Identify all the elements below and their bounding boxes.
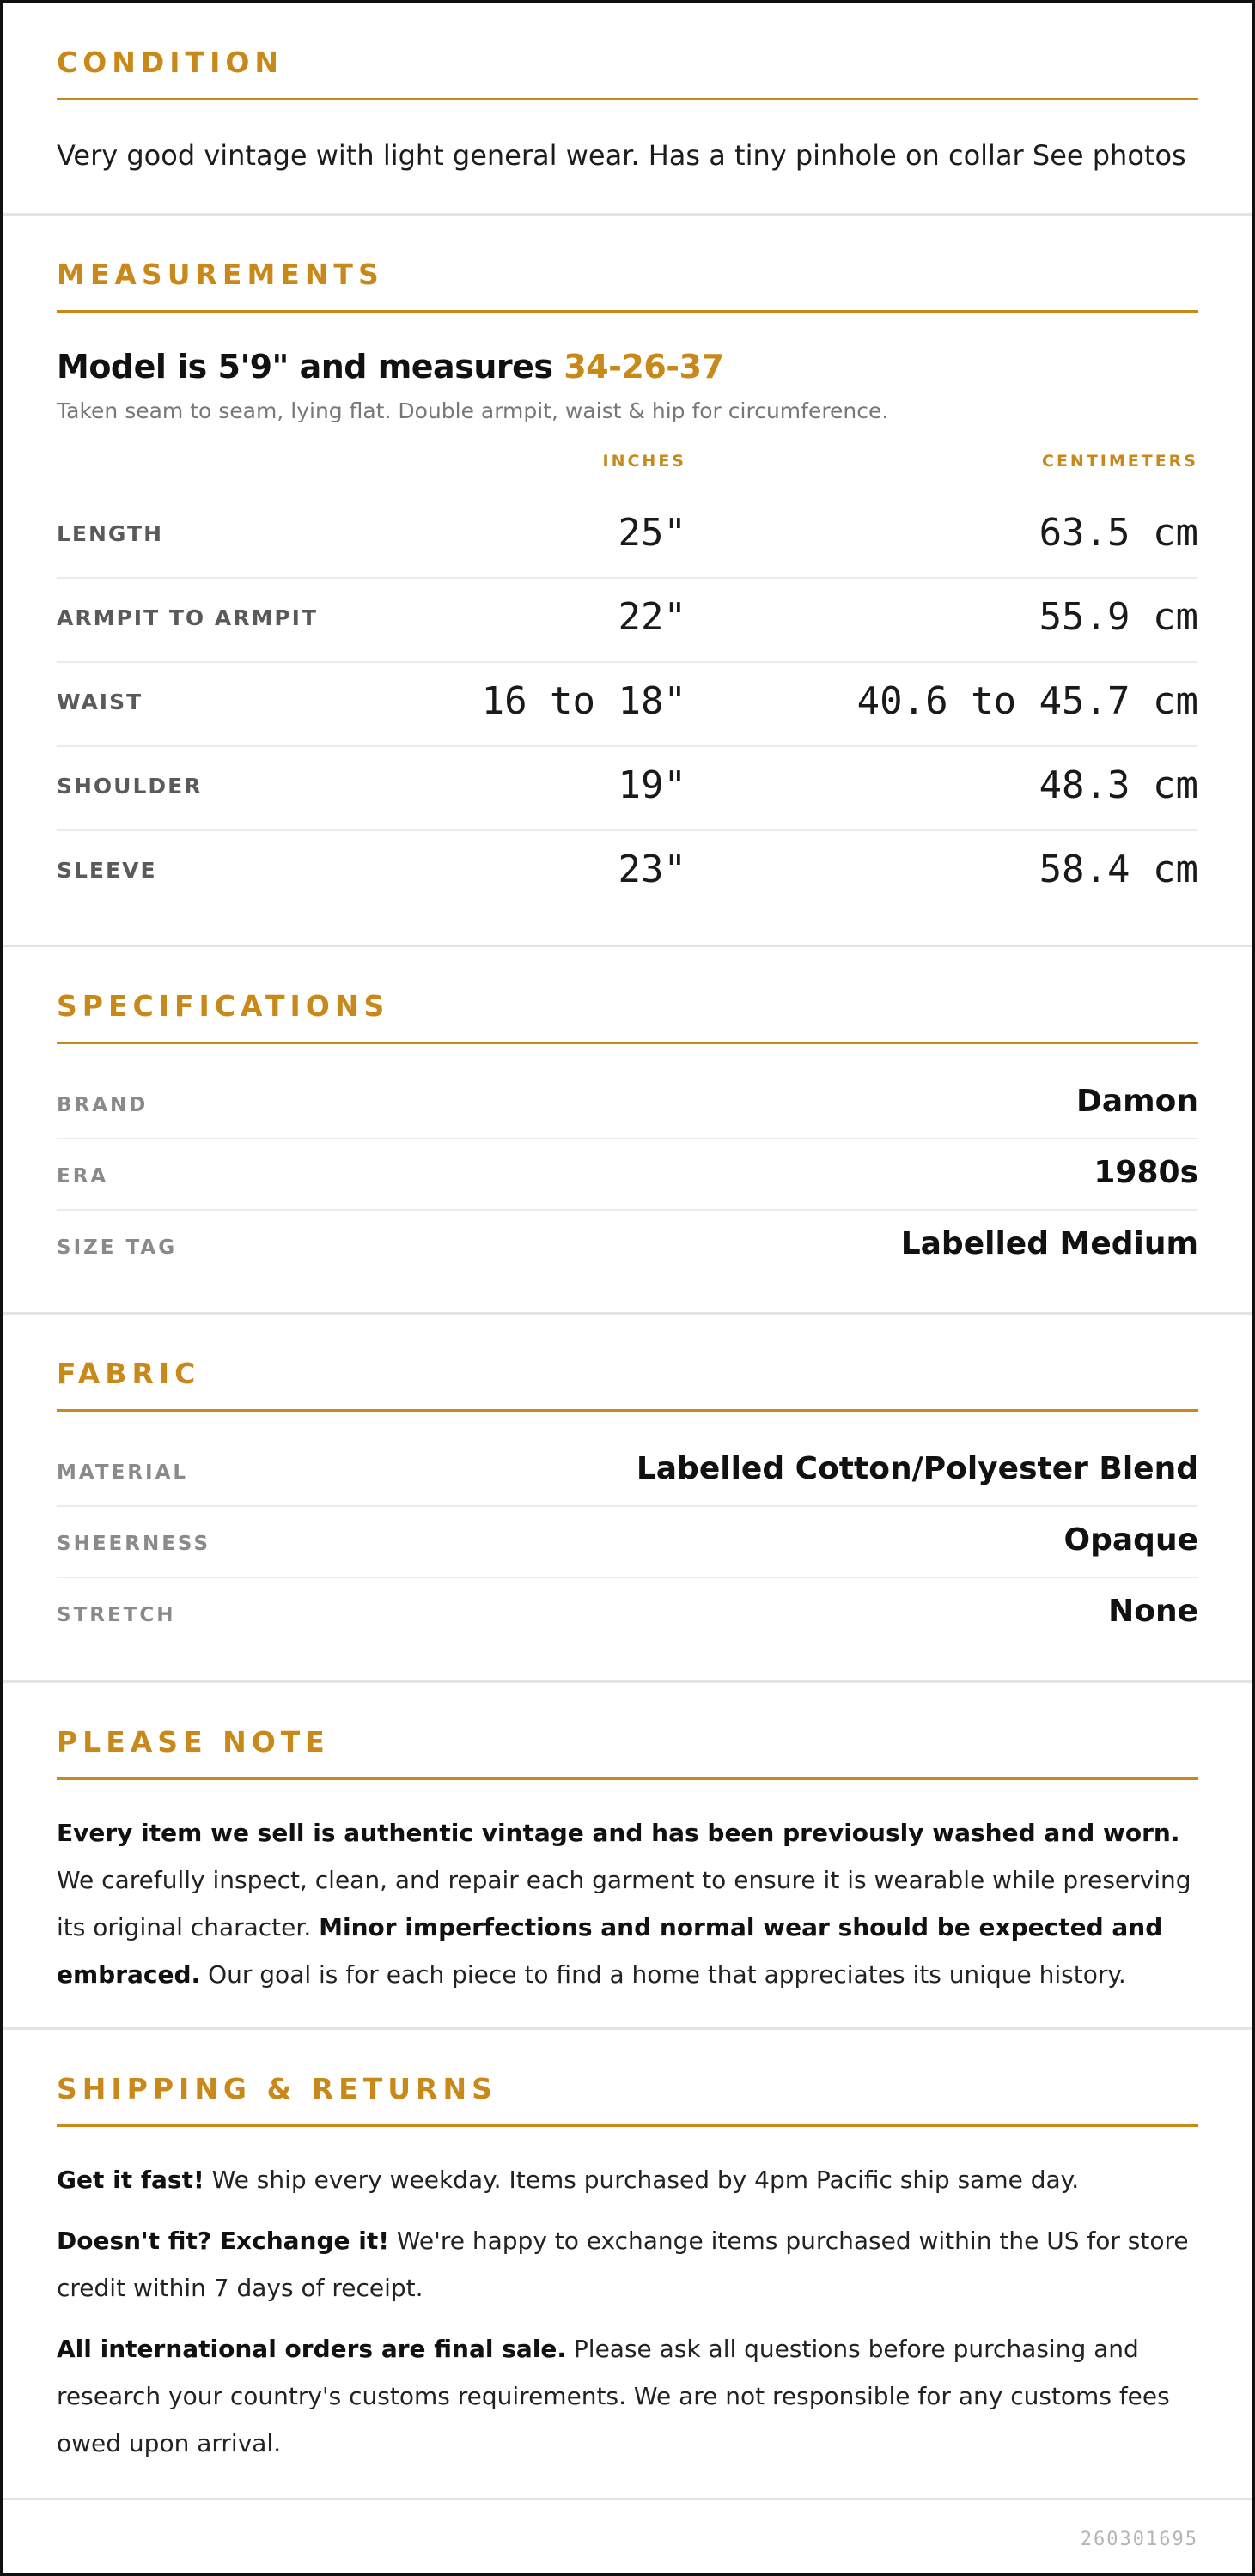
shipping-text: We're happy to exchange items purchased within the US for store credit within 7 days of receipt. (57, 2227, 1189, 2302)
fabric-list (57, 1436, 1198, 1648)
column-header-centimeters: CENTIMETERS (1042, 452, 1198, 471)
measurements-section (3, 216, 1252, 947)
measurement-inches: 22" (618, 595, 686, 639)
specifications-section (3, 947, 1252, 1315)
model-measures-value: 34-26-37 (564, 348, 724, 386)
measurement-inches: 23" (618, 848, 686, 891)
shipping-paragraph-fast (57, 2156, 1198, 2203)
spec-label: SIZE TAG (57, 1236, 178, 1259)
measurement-cm: 48.3 cm (1039, 763, 1198, 807)
column-header-inches: INCHES (602, 452, 686, 471)
section-title-specifications: SPECIFICATIONS (57, 993, 1198, 1044)
measurement-cm: 55.9 cm (1039, 595, 1198, 639)
measurement-row-armpit (57, 579, 1198, 663)
measurement-row-sleeve (57, 831, 1198, 914)
please-note-paragraph (57, 1809, 1198, 1998)
model-measures-prefix: Model is 5'9" and measures (57, 348, 564, 386)
section-title-condition: CONDITION (57, 50, 1198, 100)
fabric-section (3, 1315, 1252, 1683)
please-note-section (3, 1683, 1252, 2030)
shipping-bold: Doesn't fit? Exchange it! (57, 2227, 389, 2255)
shipping-bold: Get it fast! (57, 2166, 204, 2194)
measurement-label: WAIST (57, 690, 143, 714)
spec-row-size-tag (57, 1211, 1198, 1280)
section-title-measurements: MEASUREMENTS (57, 262, 1198, 313)
model-measures-line (57, 345, 1198, 388)
fabric-label: SHEERNESS (57, 1533, 211, 1555)
spec-label: BRAND (57, 1094, 149, 1116)
spec-row-brand (57, 1068, 1198, 1139)
fabric-row-stretch (57, 1578, 1198, 1648)
measurement-label: LENGTH (57, 521, 163, 546)
shipping-text: We ship every weekday. Items purchased by 4pm Pacific ship same day. (204, 2166, 1080, 2194)
measurement-cm: 40.6 to 45.7 cm (856, 679, 1198, 723)
product-code: 260301695 (1080, 2529, 1198, 2550)
measurement-inches: 19" (618, 763, 686, 807)
measurement-label: SLEEVE (57, 858, 157, 883)
shipping-bold: All international orders are final sale. (57, 2335, 567, 2363)
spec-value: 1980s (1094, 1155, 1198, 1190)
measurement-label: SHOULDER (57, 774, 203, 799)
section-title-fabric: FABRIC (57, 1361, 1198, 1412)
fabric-label: MATERIAL (57, 1461, 189, 1484)
condition-text: Very good vintage with light general wear. Has a tiny pinhole on collar See photos (57, 139, 1186, 172)
please-note-bold-2: Minor imperfections and normal wear should be expected and embraced. (57, 1913, 1163, 1989)
shipping-text: Please ask all questions before purchasing and research your country's customs requirements. We are not responsible for any customs fees owed upon arrival. (57, 2335, 1170, 2458)
spec-value: Damon (1075, 1084, 1198, 1119)
shipping-paragraph-exchange (57, 2217, 1198, 2312)
section-title-please-note: PLEASE NOTE (57, 1729, 1198, 1780)
section-title-shipping: SHIPPING & RETURNS (57, 2076, 1198, 2127)
shipping-returns-section (3, 2030, 1252, 2500)
fabric-row-material (57, 1436, 1198, 1507)
measurement-inches: 16 to 18" (481, 679, 686, 723)
spec-value: Labelled Medium (900, 1226, 1198, 1261)
measurement-row-waist (57, 663, 1198, 747)
measurement-row-length (57, 495, 1198, 579)
fabric-value: Labelled Cotton/Polyester Blend (636, 1451, 1198, 1486)
measurement-column-headers (57, 452, 1198, 477)
measurement-inches: 25" (618, 511, 686, 555)
measurement-cm: 58.4 cm (1039, 848, 1198, 891)
please-note-bold-1: Every item we sell is authentic vintage and has been previously washed and worn. (57, 1819, 1180, 1847)
specifications-list (57, 1068, 1198, 1280)
fabric-value: None (1108, 1594, 1198, 1629)
please-note-text-2: Our goal is for each piece to find a home that appreciates its unique history. (200, 1960, 1126, 1989)
measurement-cm: 63.5 cm (1039, 511, 1198, 555)
fabric-row-sheerness (57, 1507, 1198, 1578)
fabric-label: STRETCH (57, 1604, 176, 1626)
measurement-note: Taken seam to seam, lying flat. Double armpit, waist & hip for circumference. (57, 398, 889, 423)
measurement-label: ARMPIT TO ARMPIT (57, 605, 319, 630)
spec-row-era (57, 1139, 1198, 1211)
measurement-table (57, 495, 1198, 914)
fabric-value: Opaque (1063, 1522, 1198, 1558)
spec-label: ERA (57, 1165, 109, 1188)
please-note-text-1: We carefully inspect, clean, and repair each garment to ensure it is wearable while preserving its original character. (57, 1866, 1191, 1941)
shipping-paragraph-international (57, 2325, 1198, 2467)
condition-section (3, 3, 1252, 216)
measurement-row-shoulder (57, 747, 1198, 831)
